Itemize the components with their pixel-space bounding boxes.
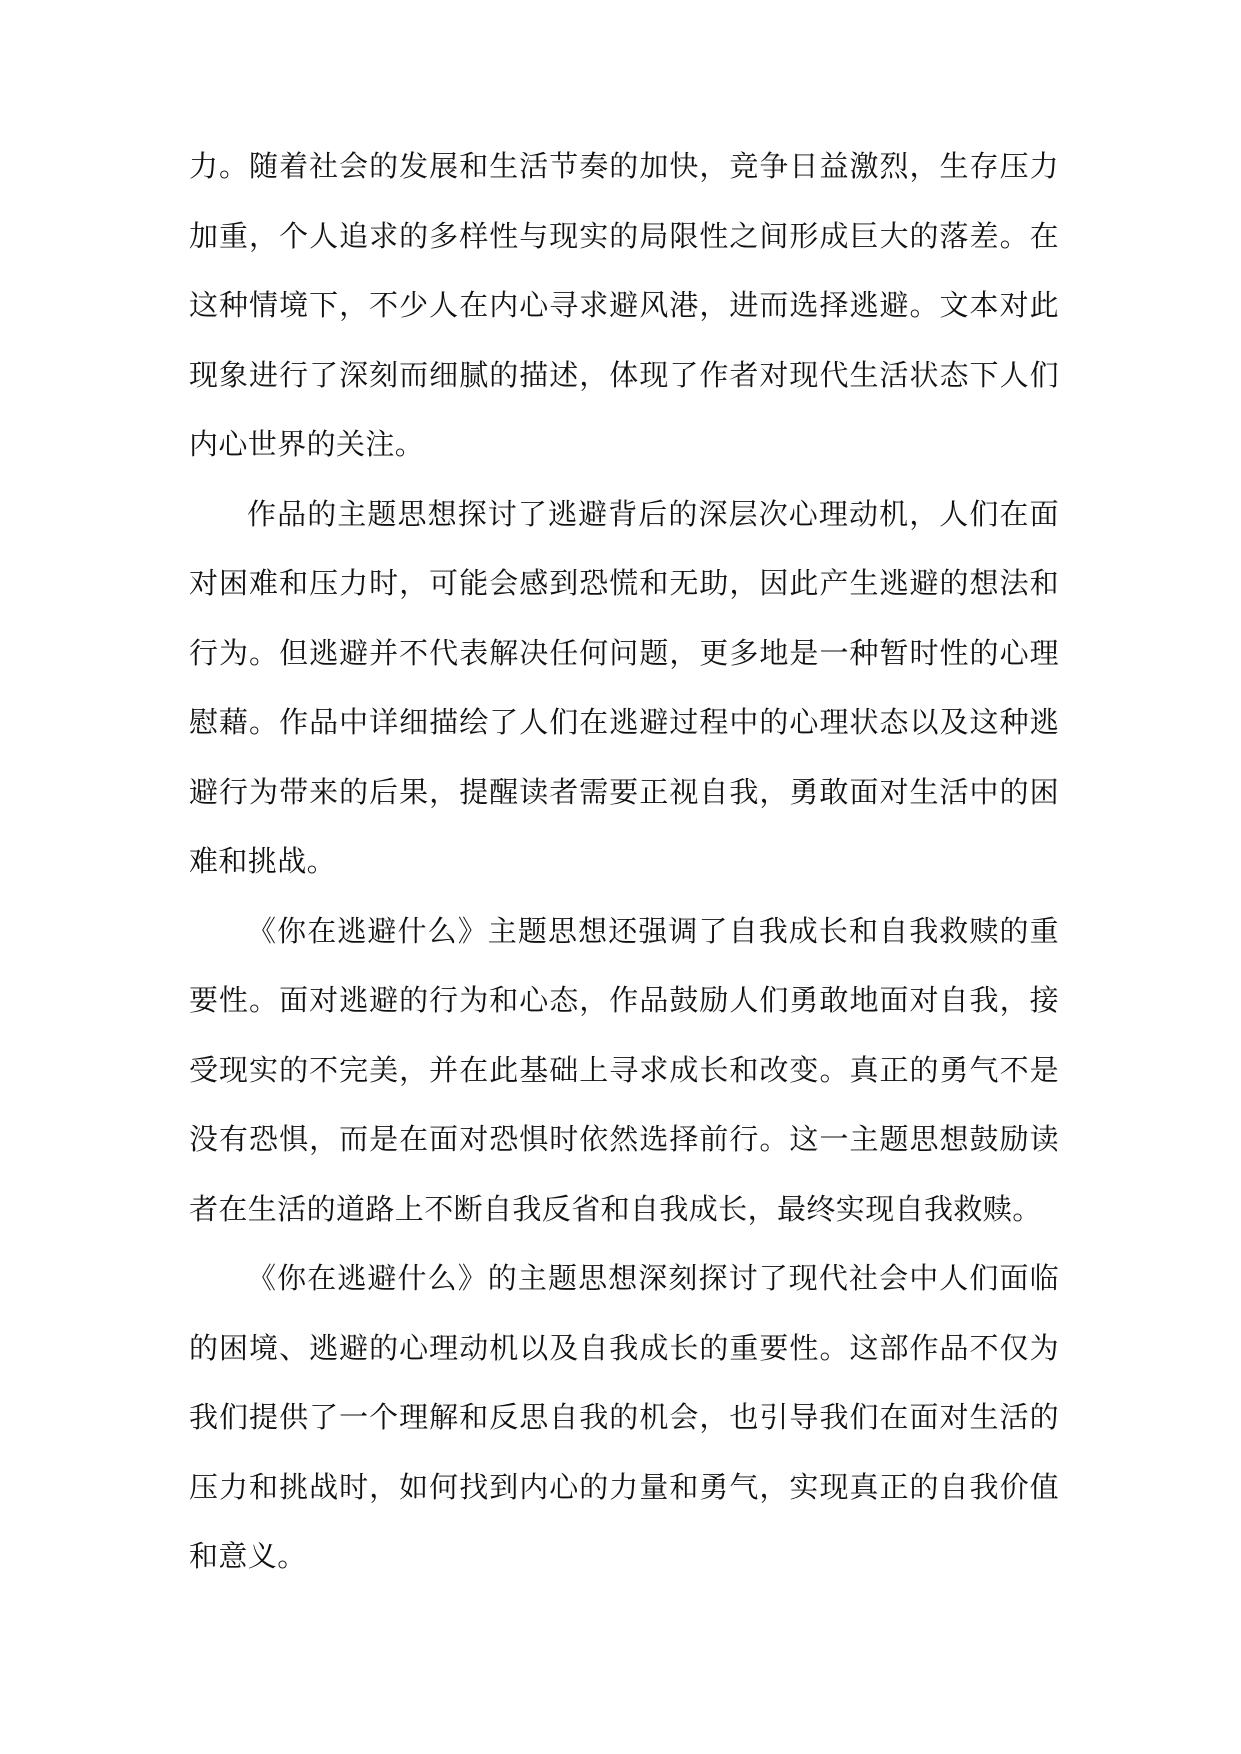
paragraph-1: 力。随着社会的发展和生活节奏的加快，竞争日益激烈，生存压力加重，个人追求的多样性与现实的局限性之间形成巨大的落差。在这种情境下，不少人在内心寻求避风港，进而选择逃避。文本对此现象进行了深刻而细腻的描述，体现了作者对现代生活状态下人们内心世界的关注。 [189,149,1059,461]
body-text [189,132,1059,1592]
paragraph-2: 作品的主题思想探讨了逃避背后的深层次心理动机，人们在面对困难和压力时，可能会感到恐慌和无助，因此产生逃避的想法和行为。但逃避并不代表解决任何问题，更多地是一种暂时性的心理慰藉。作品中详细描绘了人们在逃避过程中的心理状态以及这种逃避行为带来的后果，提醒读者需要正视自我，勇敢面对生活中的困难和挑战。 [189,496,1059,878]
paragraph-4: 《你在逃避什么》的主题思想深刻探讨了现代社会中人们面临的困境、逃避的心理动机以及自我成长的重要性。这部作品不仅为我们提供了一个理解和反思自我的机会，也引导我们在面对生活的压力和挑战时，如何找到内心的力量和勇气，实现真正的自我价值和意义。 [189,1261,1059,1573]
paragraph-3: 《你在逃避什么》主题思想还强调了自我成长和自我救赎的重要性。面对逃避的行为和心态，作品鼓励人们勇敢地面对自我，接受现实的不完美，并在此基础上寻求成长和改变。真正的勇气不是没有恐惧，而是在面对恐惧时依然选择前行。这一主题思想鼓励读者在生活的道路上不断自我反省和自我成长，最终实现自我救赎。 [189,913,1059,1226]
